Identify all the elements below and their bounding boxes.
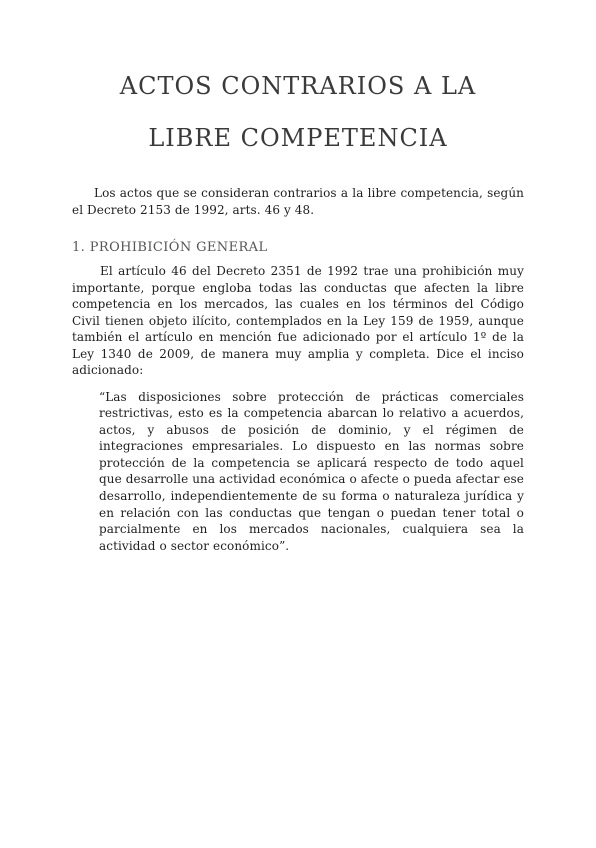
title-line-1: ACTOS CONTRARIOS A LA [119,72,477,100]
page-title [72,60,524,164]
block-quote: “Las disposiciones sobre protección de prácticas comerciales restrictivas, esto es la competencia abarcan lo relativo a acuerdos, actos, y abusos de posición de dominio, y el régimen de integraciones empresariales. Lo dispuesto en las normas sobre protección de la competencia se aplicará respecto de todo aquel que desarrolle una actividad económica o afecte o pueda afectar ese desarrollo, independientemente de su forma o naturaleza jurídica y en relación con las conductas que tengan o puedan tener total o parcialmente en los mercados nacionales, cualquiera sea la actividad o sector económico”. [99,389,524,553]
body-paragraph: El artículo 46 del Decreto 2351 de 1992 trae una prohibición muy importante, porque engloba todas las conductas que afecten la libre competencia en los mercados, las cuales en los términos del Código Civil tienen objeto ilícito, contemplados en la Ley 159 de 1959, aunque también el artículo en mención fue adicionado por el artículo 1º de la Ley 1340 de 2009, de manera muy amplia y completa. Dice el inciso adicionado: [72,264,524,377]
intro-paragraph: Los actos que se consideran contrarios a la libre competencia, según el Decreto 2153 de 1992, arts. 46 y 48. [72,186,524,217]
title-line-2: LIBRE COMPETENCIA [148,124,448,152]
section-heading: 1. PROHIBICIÓN GENERAL [72,240,268,255]
document-page [72,60,524,554]
